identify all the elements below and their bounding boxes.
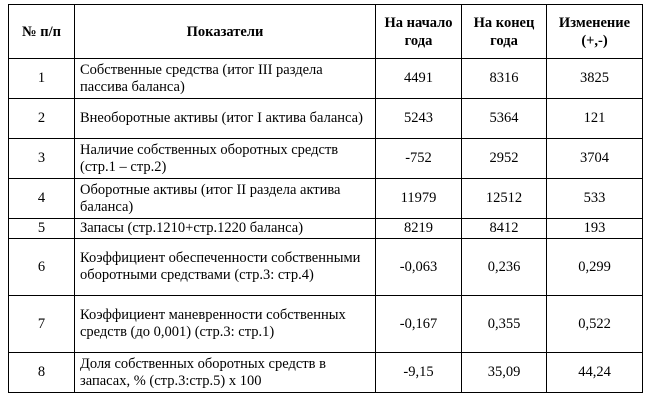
table-row [9,296,643,353]
row-indicator: Коэффициент обеспеченности собственными оборотными средствами (стр.3: стр.4) [75,239,376,296]
row-end: 12512 [462,179,547,219]
table-row [9,99,643,139]
row-change: 193 [547,219,643,239]
row-num: 4 [9,179,75,219]
row-end: 35,09 [462,353,547,393]
financial-stability-table [8,4,643,393]
row-indicator: Запасы (стр.1210+стр.1220 баланса) [75,219,376,239]
row-end: 8316 [462,59,547,99]
row-indicator: Коэффициент маневренности собственных средств (до 0,001) (стр.3: стр.1) [75,296,376,353]
header-indicator: Показатели [75,5,376,59]
row-start: 11979 [376,179,462,219]
row-start: -752 [376,139,462,179]
row-end: 2952 [462,139,547,179]
row-num: 8 [9,353,75,393]
row-end: 0,355 [462,296,547,353]
row-num: 6 [9,239,75,296]
row-num: 7 [9,296,75,353]
row-start: -0,063 [376,239,462,296]
row-change: 44,24 [547,353,643,393]
row-indicator: Доля собственных оборотных средств в запасах, % (стр.3:стр.5) х 100 [75,353,376,393]
row-num: 3 [9,139,75,179]
row-change: 533 [547,179,643,219]
table-row [9,353,643,393]
row-indicator: Оборотные активы (итог II раздела актива баланса) [75,179,376,219]
row-num: 2 [9,99,75,139]
row-indicator: Внеоборотные активы (итог I актива баланса) [75,99,376,139]
table-row [9,219,643,239]
row-change: 0,299 [547,239,643,296]
row-change: 3704 [547,139,643,179]
row-num: 5 [9,219,75,239]
row-start: 5243 [376,99,462,139]
header-change: Изменение (+,-) [547,5,643,59]
header-start: На начало года [376,5,462,59]
header-end: На конец года [462,5,547,59]
row-change: 3825 [547,59,643,99]
row-start: -9,15 [376,353,462,393]
row-indicator: Наличие собственных оборотных средств (стр.1 – стр.2) [75,139,376,179]
table-row [9,59,643,99]
row-end: 0,236 [462,239,547,296]
table-row [9,179,643,219]
row-start: 4491 [376,59,462,99]
row-change: 0,522 [547,296,643,353]
row-start: 8219 [376,219,462,239]
table-row [9,239,643,296]
header-num: № п/п [9,5,75,59]
table-header-row [9,5,643,59]
table-row [9,139,643,179]
row-end: 8412 [462,219,547,239]
row-indicator: Собственные средства (итог III раздела пассива баланса) [75,59,376,99]
row-num: 1 [9,59,75,99]
row-change: 121 [547,99,643,139]
row-start: -0,167 [376,296,462,353]
row-end: 5364 [462,99,547,139]
